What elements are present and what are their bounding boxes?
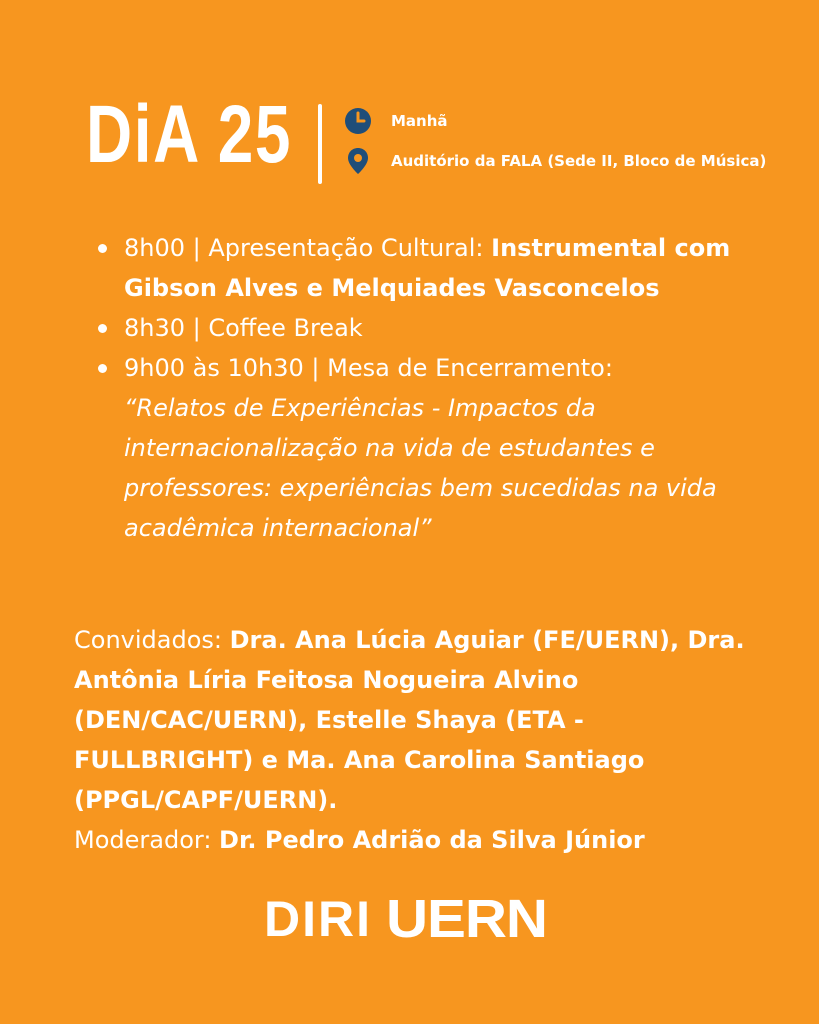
schedule-item-highlight: Instrumental com Gibson Alves e Melquiades Vasconcelos	[124, 234, 731, 302]
schedule-list	[96, 228, 756, 548]
day-title: DiA 25	[86, 89, 293, 180]
schedule-item-time-label: 8h00 | Apresentação Cultural:	[124, 234, 492, 262]
moderator-paragraph	[74, 820, 774, 860]
list-item	[96, 348, 756, 548]
diri-uern-logo	[264, 889, 547, 949]
list-item	[96, 228, 756, 308]
list-item	[96, 308, 756, 348]
header-divider	[318, 104, 322, 184]
location-pin-icon	[343, 146, 373, 176]
moderator-label: Moderador:	[74, 826, 220, 854]
session-title-quote: “Relatos de Experiências - Impactos da internacionalização na vida de estudantes e professores: experiências bem sucedidas na vida acadêmica internacional”	[124, 394, 717, 542]
schedule-item-time-label: 9h00 às 10h30 | Mesa de Encerramento:	[124, 354, 613, 382]
period-text: Manhã	[391, 112, 448, 130]
clock-icon	[343, 106, 373, 136]
location-text: Auditório da FALA (Sede II, Bloco de Música)	[391, 152, 767, 170]
guests-paragraph	[74, 620, 764, 820]
location-row	[343, 146, 766, 176]
logo-diri-text: DIRI	[264, 891, 372, 947]
guests-names: Dra. Ana Lúcia Aguiar (FE/UERN), Dra. Antônia Líria Feitosa Nogueira Alvino (DEN/CAC/UERN), Estelle Shaya (ETA - FULLBRIGHT) e Ma. Ana Carolina Santiago (PPGL/CAPF/UERN).	[74, 626, 745, 814]
period-row	[343, 106, 448, 136]
logo-uern-text: UERN	[386, 889, 547, 949]
schedule-item-time-label: 8h30 | Coffee Break	[124, 314, 363, 342]
moderator-name: Dr. Pedro Adrião da Silva Júnior	[219, 826, 645, 854]
guests-label: Convidados:	[74, 626, 230, 654]
